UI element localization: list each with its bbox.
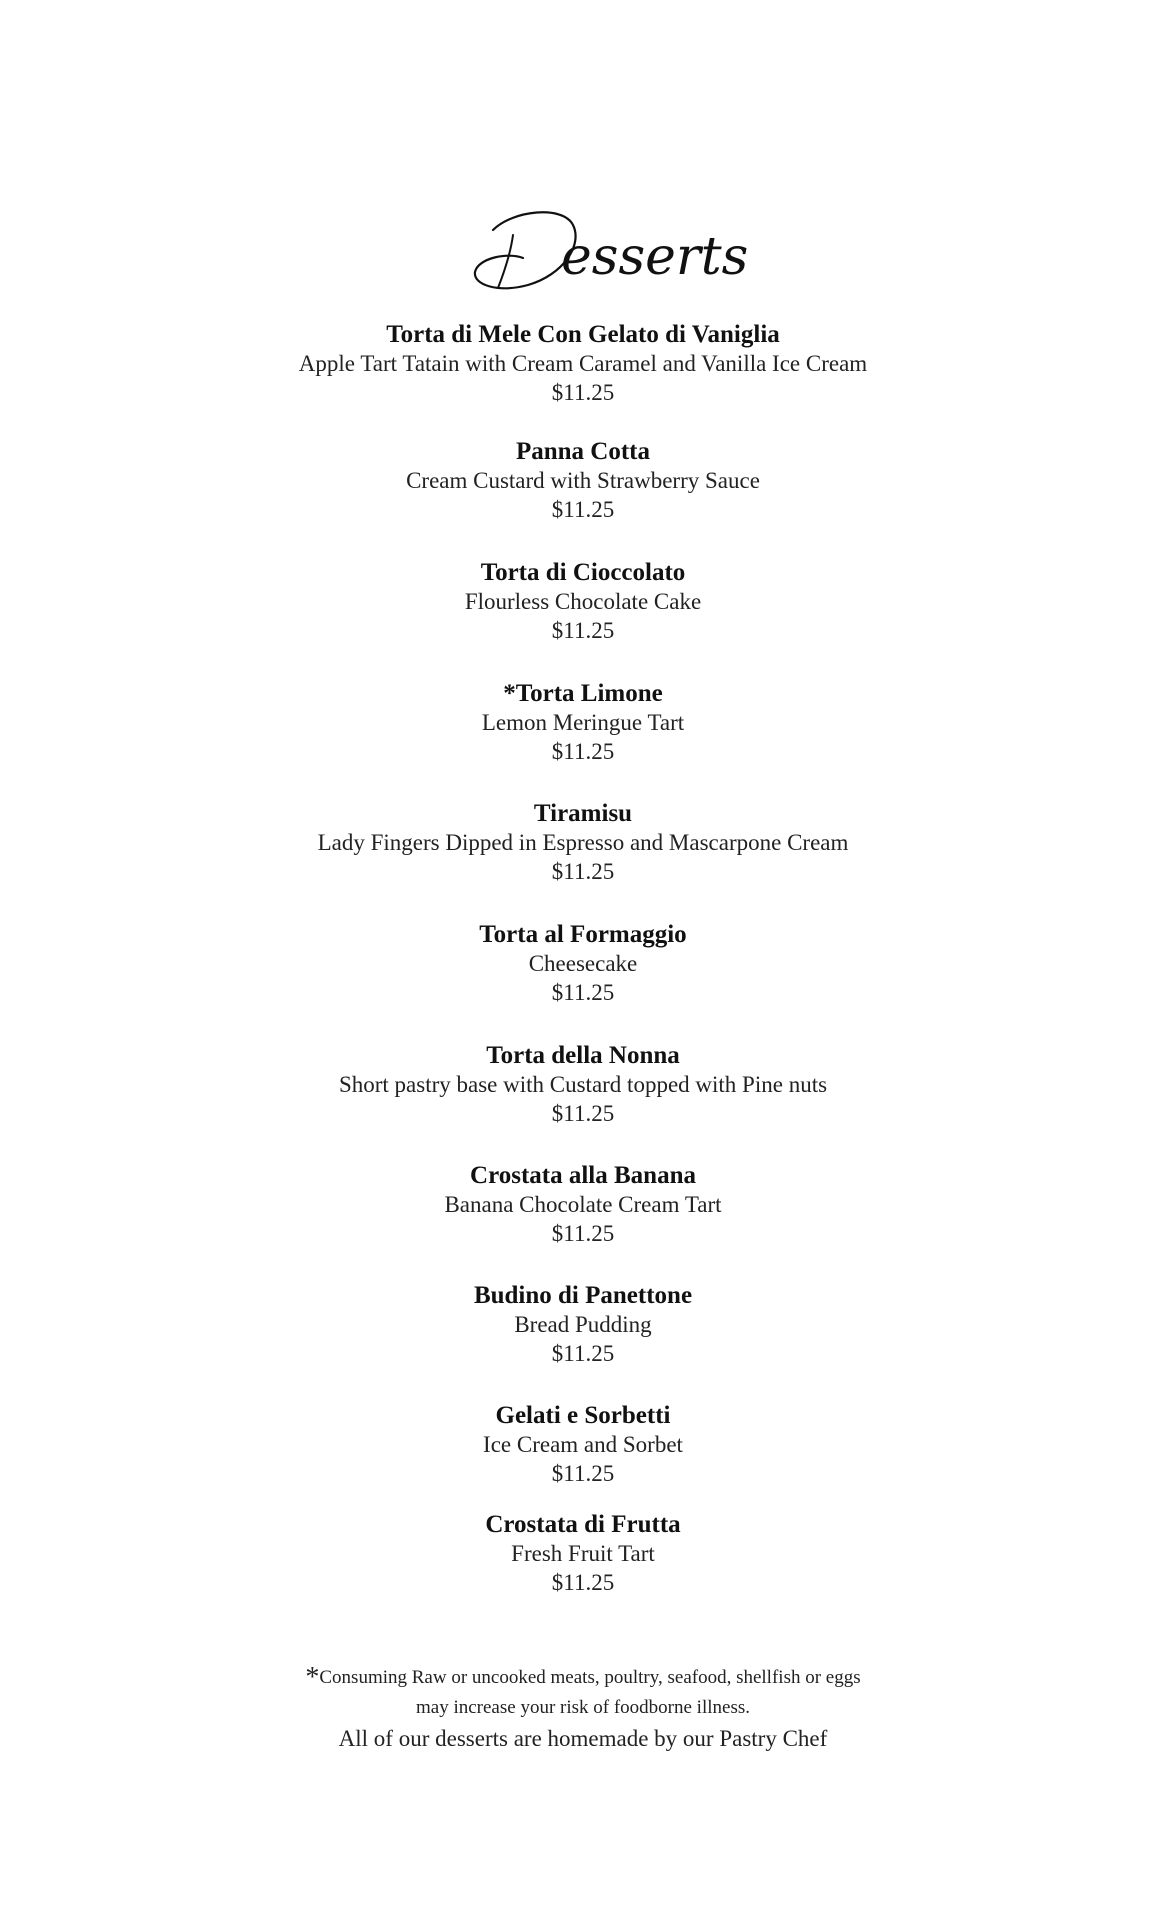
item-description: Lady Fingers Dipped in Espresso and Mascarpone Cream xyxy=(317,830,849,855)
item-price: $11.25 xyxy=(551,618,615,643)
item-price: $11.25 xyxy=(551,980,615,1005)
item-price: $11.25 xyxy=(551,1101,615,1126)
item-price: $11.25 xyxy=(551,1570,615,1595)
menu-item xyxy=(0,1161,1166,1248)
item-name: Torta della Nonna xyxy=(486,1042,680,1069)
item-description: Cream Custard with Strawberry Sauce xyxy=(406,468,760,493)
item-name: Budino di Panettone xyxy=(473,1282,693,1309)
item-name: Tiramisu xyxy=(533,800,633,827)
menu-item xyxy=(0,320,1166,407)
item-description: Ice Cream and Sorbet xyxy=(483,1432,683,1457)
item-description: Fresh Fruit Tart xyxy=(511,1541,655,1566)
menu-item xyxy=(0,679,1166,766)
desserts-title-text: esserts xyxy=(561,227,749,287)
homemade-note: All of our desserts are homemade by our Pastry Chef xyxy=(338,1726,828,1751)
item-name: Torta di Cioccolato xyxy=(480,559,686,586)
raw-food-warning-line1 xyxy=(0,1663,1166,1693)
asterisk-marker: * xyxy=(305,1662,320,1693)
desserts-title xyxy=(0,190,1166,300)
item-description: Apple Tart Tatain with Cream Caramel and Vanilla Ice Cream xyxy=(298,351,868,376)
menu-item xyxy=(0,920,1166,1007)
menu-item xyxy=(0,1281,1166,1368)
item-price: $11.25 xyxy=(551,380,615,405)
raw-food-warning-line2: may increase your risk of foodborne illness. xyxy=(416,1697,750,1718)
desserts-script-heading xyxy=(453,190,749,300)
item-price: $11.25 xyxy=(551,1461,615,1486)
item-name: *Torta Limone xyxy=(503,680,663,707)
menu-item xyxy=(0,558,1166,645)
item-price: $11.25 xyxy=(551,1221,615,1246)
item-description: Cheesecake xyxy=(528,951,638,976)
item-description: Flourless Chocolate Cake xyxy=(464,589,702,614)
item-name: Crostata alla Banana xyxy=(470,1162,696,1189)
item-description: Short pastry base with Custard topped with Pine nuts xyxy=(338,1072,828,1097)
item-price: $11.25 xyxy=(551,859,615,884)
menu-item xyxy=(0,1401,1166,1488)
menu-item xyxy=(0,437,1166,524)
item-name: Panna Cotta xyxy=(515,438,651,465)
item-price: $11.25 xyxy=(551,497,615,522)
item-name: Crostata di Frutta xyxy=(485,1511,681,1538)
menu-footer xyxy=(0,1663,1166,1755)
menu-item xyxy=(0,1041,1166,1128)
item-description: Lemon Meringue Tart xyxy=(481,710,685,735)
menu-item xyxy=(0,1510,1166,1597)
item-description: Banana Chocolate Cream Tart xyxy=(444,1192,722,1217)
menu-item xyxy=(0,799,1166,886)
item-price: $11.25 xyxy=(551,739,615,764)
item-name: Torta al Formaggio xyxy=(479,921,687,948)
item-price: $11.25 xyxy=(551,1341,615,1366)
item-name: Gelati e Sorbetti xyxy=(495,1402,671,1429)
warning-text-1: Consuming Raw or uncooked meats, poultry, seafood, shellfish or eggs xyxy=(319,1667,861,1688)
item-description: Bread Pudding xyxy=(514,1312,652,1337)
item-name: Torta di Mele Con Gelato di Vaniglia xyxy=(386,321,780,348)
